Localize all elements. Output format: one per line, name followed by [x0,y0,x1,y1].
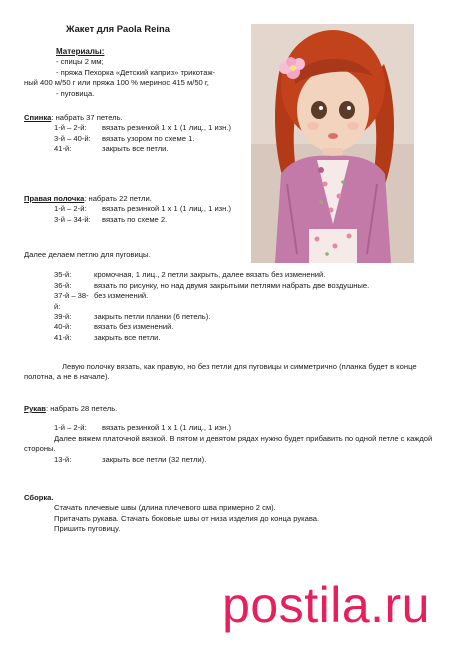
materials-line: - пряжа Пехорка «Детский каприз» трикотаж- [56,67,216,77]
row-text: вязать по рисунку, но над двумя закрытыми петлями набрать две воздушные. [94,280,370,290]
row-text: закрыть все петли (32 петли). [102,454,207,464]
row-label: 3-й – 40-й: [54,133,91,143]
row-label: 41-й: [54,144,72,154]
row-text: кромочная, 1 лиц., 2 петли закрыть, далее вязать без изменений. [94,270,326,280]
assembly-heading-label: Сборка. [24,493,54,502]
row-label: 36-й: [54,280,72,290]
buttonhole-section [24,250,434,343]
row-label: 1-й – 2-й: [54,123,87,133]
row-text: закрыть петли планки (6 петель). [94,312,211,322]
sleeve-paragraph: Далее вяжем платочной вязкой. В пятом и девятом рядах нужно будет прибавить по одной петле с каждой стороны. [24,433,433,454]
instruction-row [24,455,434,465]
sleeve-heading [24,404,434,414]
row-label: 41-й: [54,332,72,342]
row-label: 3-й – 34-й: [54,214,91,224]
row-text: вязать резинкой 1 х 1 (1 лиц., 1 изн.) [102,123,231,133]
front-section [24,194,254,225]
row-label: 13-й: [54,454,72,464]
row-text: вязать без изменений. [94,322,174,332]
instruction-row [24,134,254,144]
row-text: вязать резинкой 1 х 1 (1 лиц., 1 изн.) [102,204,231,214]
sleeve-heading-rest: : набрать 28 петель. [45,404,118,413]
row-label: 40-й: [54,322,72,332]
instruction-row [24,144,254,154]
assembly-line: Притачать рукава. Стачать боковые швы от низа изделия до конца рукава. [54,513,320,523]
assembly-section [24,493,434,535]
row-label: 1-й – 2-й: [54,204,87,214]
instruction-row [24,423,434,433]
materials-line: ный 400 м/50 г или пряжа 100 % меринос 415 м/50 г, [24,78,209,88]
assembly-heading [24,493,434,503]
materials-line: - спицы 2 мм; [56,57,104,67]
front-heading-label: Правая полочка [24,194,85,203]
materials-section [24,47,248,99]
back-section [24,113,254,155]
back-heading-label: Спинка [24,113,52,122]
front-heading [24,194,254,204]
row-label: 35-й: [54,270,72,280]
row-text: закрыть все петли. [94,332,161,342]
doll-illustration [251,24,414,263]
watermark-logo: postila.ru [222,577,430,633]
materials-line: - пуговица. [56,88,95,98]
front-heading-rest: : набрать 22 петли. [84,194,152,203]
instruction-row [24,270,434,280]
instruction-row [24,312,434,322]
back-heading-rest: : набрать 37 петель. [51,113,123,122]
assembly-line: Пришить пуговицу. [54,524,121,534]
instruction-row [24,204,254,214]
left-front-note: Левую полочку вязать, как правую, но без петли для пуговицы и симметрично (планка будет в конце полотна, а не в начале). [24,362,417,382]
buttonhole-intro: Далее делаем петлю для пуговицы. [24,250,151,259]
page-title: Жакет для Paola Reina [66,23,170,34]
row-text: без изменений. [94,291,149,301]
row-label: 1-й – 2-й: [54,423,87,433]
row-text: закрыть все петли. [102,144,169,154]
materials-heading: Материалы: [56,47,105,56]
instruction-row [24,291,434,312]
instruction-row [24,281,434,291]
row-text: вязать по схеме 2. [102,214,168,224]
row-text: вязать узором по схеме 1. [102,133,195,143]
sleeve-heading-label: Рукав [24,404,46,413]
row-label: 39-й: [54,312,72,322]
instruction-row [24,322,434,332]
assembly-line: Стачать плечевые швы (длина плечевого шва примерно 2 см). [54,503,276,513]
doll-photo [251,24,414,263]
instruction-row [24,333,434,343]
instruction-row [24,123,254,133]
row-text: вязать резинкой 1 х 1 (1 лиц., 1 изн.) [102,423,231,433]
instruction-row [24,215,254,225]
back-heading [24,113,254,123]
row-label: 37-й – 38-й: [54,291,89,311]
sleeve-section [24,404,434,465]
